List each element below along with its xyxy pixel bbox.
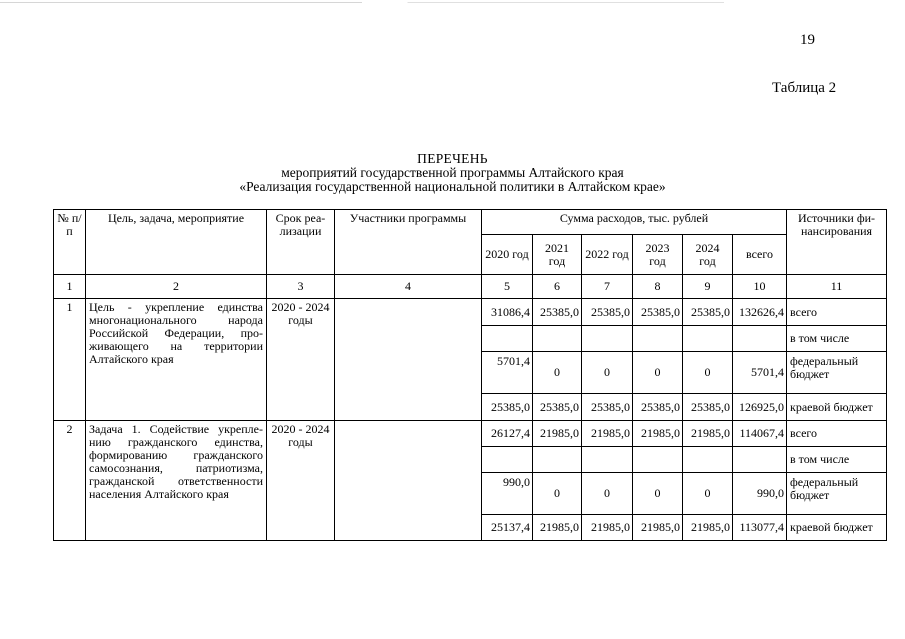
value-cell: 21985,0 (633, 421, 683, 447)
value-cell (683, 326, 733, 352)
document-title (0, 152, 905, 194)
title-line-3: «Реализация государственной национальной политики в Алтайском крае» (239, 179, 666, 194)
value-cell: 25385,0 (533, 394, 582, 421)
value-cell: 126925,0 (733, 394, 787, 421)
header-term: Срок реа-лизации (267, 210, 335, 275)
row-num: 1 (54, 299, 86, 421)
source-cell: в том числе (787, 326, 887, 352)
row-participants (335, 421, 482, 541)
value-cell (683, 447, 733, 473)
column-number-row (54, 275, 887, 299)
column-number: 5 (482, 275, 533, 299)
value-cell: 132626,4 (733, 299, 787, 326)
header-year-2024: 2024 год (683, 235, 733, 275)
value-cell: 21985,0 (683, 421, 733, 447)
row-num: 2 (54, 421, 86, 541)
row-goal: Задача 1. Содействие укрепле-нию гражданского единства, формированию гражданского самосознания, патриотизма, гражданской ответственности населения Алтайского края (86, 421, 267, 541)
value-cell: 25385,0 (683, 394, 733, 421)
row-participants (335, 299, 482, 421)
table-row (54, 299, 887, 326)
value-cell: 0 (633, 352, 683, 394)
value-cell: 25385,0 (482, 394, 533, 421)
header-year-2022: 2022 год (582, 235, 633, 275)
column-number: 10 (733, 275, 787, 299)
value-cell: 990,0 (482, 473, 533, 515)
value-cell: 26127,4 (482, 421, 533, 447)
value-cell (533, 326, 582, 352)
value-cell: 21985,0 (582, 515, 633, 541)
column-number: 9 (683, 275, 733, 299)
header-participants: Участники программы (335, 210, 482, 275)
value-cell: 114067,4 (733, 421, 787, 447)
source-cell: в том числе (787, 447, 887, 473)
value-cell: 5701,4 (482, 352, 533, 394)
value-cell: 113077,4 (733, 515, 787, 541)
header-year-2021: 2021 год (533, 235, 582, 275)
value-cell: 0 (582, 352, 633, 394)
value-cell (482, 447, 533, 473)
column-number: 11 (787, 275, 887, 299)
value-cell: 25385,0 (582, 394, 633, 421)
header-year-2020: 2020 год (482, 235, 533, 275)
title-line-2: мероприятий государственной программы Алтайского края (281, 165, 624, 180)
value-cell (633, 326, 683, 352)
source-cell: федеральный бюджет (787, 352, 887, 394)
value-cell (633, 447, 683, 473)
value-cell: 21985,0 (533, 421, 582, 447)
value-cell: 5701,4 (733, 352, 787, 394)
value-cell (582, 326, 633, 352)
value-cell: 21985,0 (582, 421, 633, 447)
column-number: 4 (335, 275, 482, 299)
row-term: 2020 - 2024 годы (267, 421, 335, 541)
source-cell: всего (787, 299, 887, 326)
header-num: № п/п (54, 210, 86, 275)
value-cell: 0 (683, 473, 733, 515)
header-goal: Цель, задача, мероприятие (86, 210, 267, 275)
header-total: всего (733, 235, 787, 275)
value-cell: 21985,0 (533, 515, 582, 541)
column-number: 3 (267, 275, 335, 299)
header-year-2023: 2023 год (633, 235, 683, 275)
source-cell: всего (787, 421, 887, 447)
value-cell: 25385,0 (633, 394, 683, 421)
row-goal: Цель - укрепление единства многонационального народа Российской Федерации, про-живающего на территории Алтайского края (86, 299, 267, 421)
column-number: 1 (54, 275, 86, 299)
scan-artifact-line (0, 2, 905, 3)
value-cell: 0 (582, 473, 633, 515)
value-cell: 31086,4 (482, 299, 533, 326)
value-cell: 25385,0 (533, 299, 582, 326)
value-cell: 25385,0 (582, 299, 633, 326)
value-cell: 0 (533, 473, 582, 515)
value-cell (533, 447, 582, 473)
row-term: 2020 - 2024 годы (267, 299, 335, 421)
table-row (54, 421, 887, 447)
column-number: 8 (633, 275, 683, 299)
value-cell (582, 447, 633, 473)
value-cell: 990,0 (733, 473, 787, 515)
value-cell: 25385,0 (633, 299, 683, 326)
header-expenses: Сумма расходов, тыс. рублей (482, 210, 787, 235)
title-line-1: ПЕРЕЧЕНЬ (417, 151, 488, 166)
value-cell: 25385,0 (683, 299, 733, 326)
value-cell: 0 (683, 352, 733, 394)
value-cell (733, 326, 787, 352)
activities-table (53, 209, 887, 541)
value-cell: 0 (533, 352, 582, 394)
table-label: Таблица 2 (772, 80, 837, 96)
value-cell: 21985,0 (683, 515, 733, 541)
source-cell: краевой бюджет (787, 515, 887, 541)
source-cell: краевой бюджет (787, 394, 887, 421)
page-number: 19 (800, 32, 815, 48)
value-cell: 0 (633, 473, 683, 515)
column-number: 6 (533, 275, 582, 299)
source-cell: федеральный бюджет (787, 473, 887, 515)
value-cell: 21985,0 (633, 515, 683, 541)
value-cell: 25137,4 (482, 515, 533, 541)
value-cell (733, 447, 787, 473)
column-number: 7 (582, 275, 633, 299)
value-cell (482, 326, 533, 352)
header-sources: Источники фи-нансирования (787, 210, 887, 275)
column-number: 2 (86, 275, 267, 299)
